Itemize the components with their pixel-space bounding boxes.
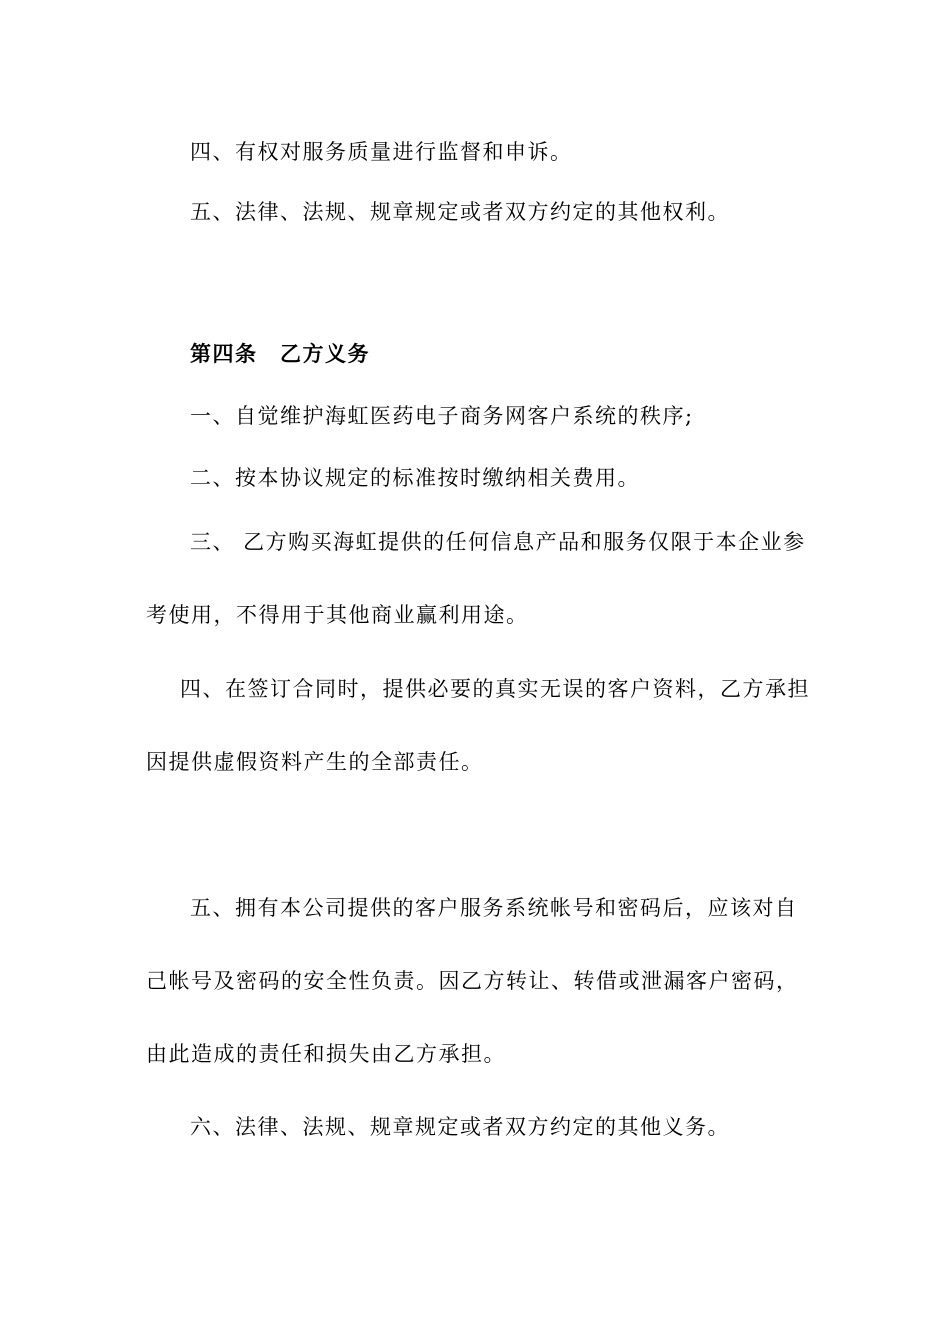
obligation-item-5-line-3: 由此造成的责任和损失由乙方承担。 xyxy=(146,1042,506,1066)
rights-item-5: 五、法律、法规、规章规定或者双方约定的其他权利。 xyxy=(190,200,730,224)
obligation-item-5-line-1: 五、拥有本公司提供的客户服务系统帐号和密码后，应该对自 xyxy=(190,896,798,920)
rights-item-4: 四、有权对服务质量进行监督和申诉。 xyxy=(190,140,573,164)
obligation-item-3-line-1: 三、 乙方购买海虹提供的任何信息产品和服务仅限于本企业参 xyxy=(190,530,806,554)
article-heading: 第四条 乙方义务 xyxy=(190,341,370,366)
obligation-item-5-line-2: 己帐号及密码的安全性负责。因乙方转让、转借或泄漏客户密码， xyxy=(146,969,799,993)
obligation-item-4-line-1: 四、在签订合同时，提供必要的真实无误的客户资料，乙方承担 xyxy=(180,677,810,701)
obligation-item-3-line-2: 考使用，不得用于其他商业赢利用途。 xyxy=(146,603,529,627)
obligation-item-4-line-2: 因提供虚假资料产生的全部责任。 xyxy=(146,750,484,774)
obligation-item-6: 六、法律、法规、规章规定或者双方约定的其他义务。 xyxy=(190,1115,730,1139)
obligation-item-1: 一、自觉维护海虹医药电子商务网客户系统的秩序; xyxy=(190,404,694,428)
obligation-item-2: 二、按本协议规定的标准按时缴纳相关费用。 xyxy=(190,466,640,490)
